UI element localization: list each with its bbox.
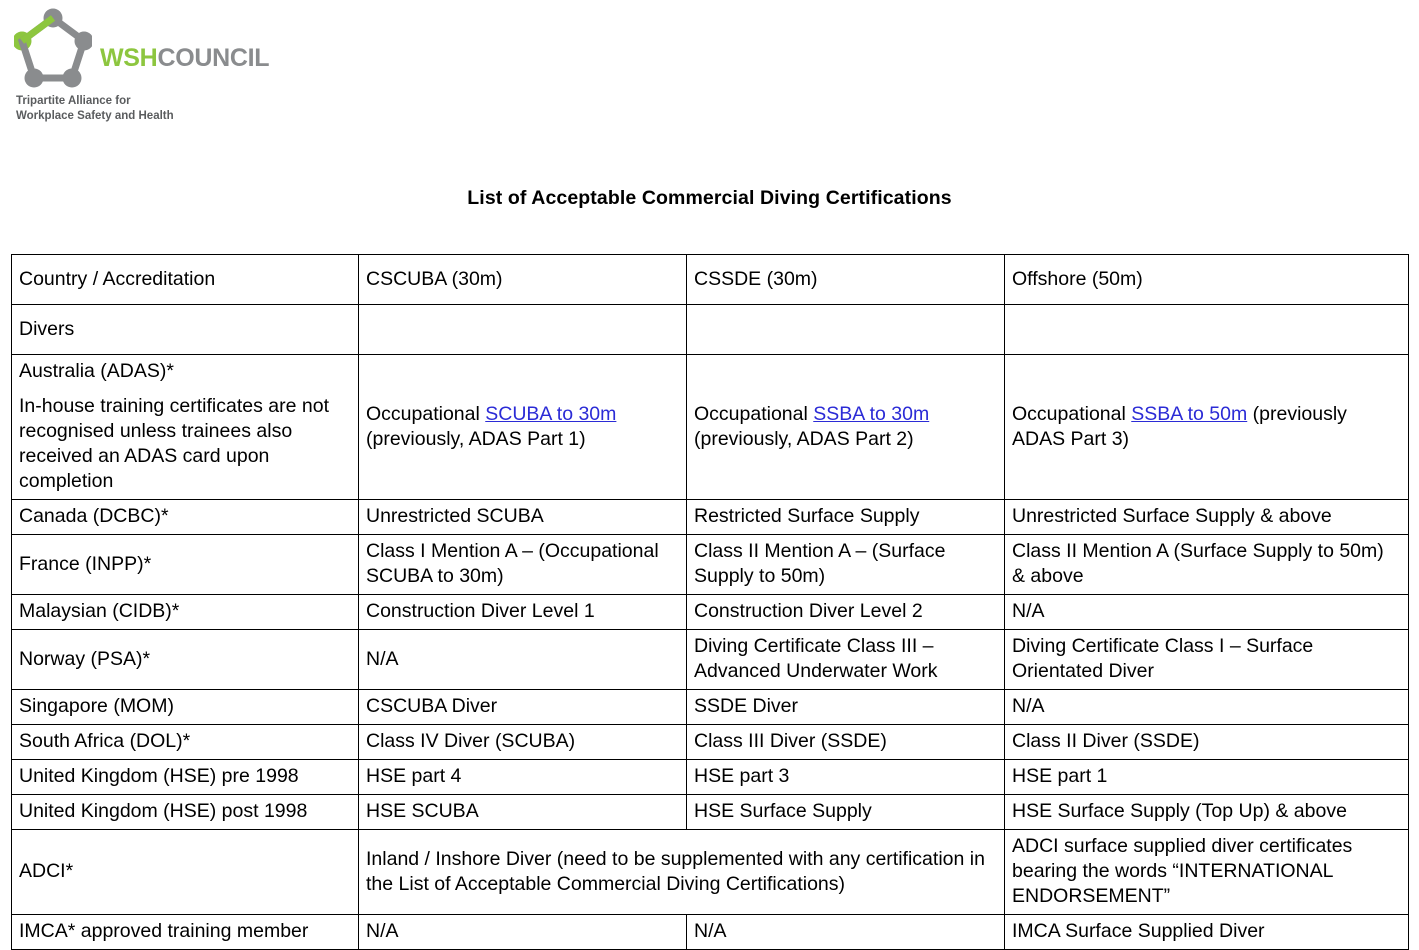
cssde-australia-suffix: (previously, ADAS Part 2) [694, 427, 914, 450]
cell-cssde-norway: Diving Certificate Class III – Advanced Underwater Work [687, 630, 1005, 690]
cell-cscuba-france: Class I Mention A – (Occupational SCUBA to 30m) [359, 535, 687, 595]
cscuba-australia-prefix: Occupational [366, 402, 486, 425]
column-header-cscuba: CSCUBA (30m) [359, 255, 687, 305]
table-row [12, 500, 1409, 535]
logo-word-wsh: WSH [100, 43, 158, 72]
table-row [12, 795, 1409, 830]
wsh-logo-mark-icon [14, 8, 92, 90]
cell-country-uk-post-1998: United Kingdom (HSE) post 1998 [12, 795, 359, 830]
logo-word-council: COUNCIL [157, 43, 270, 72]
cell-offshore-malaysia: N/A [1005, 595, 1409, 630]
cell-offshore-norway: Diving Certificate Class I – Surface Orientated Diver [1005, 630, 1409, 690]
cell-country-imca: IMCA* approved training member [12, 915, 359, 950]
certifications-table [11, 254, 1409, 950]
table-header-row [12, 255, 1409, 305]
offshore-australia-suffix: (previously ADAS Part 3) [1012, 402, 1347, 450]
cell-country-malaysia: Malaysian (CIDB)* [12, 595, 359, 630]
table-row [12, 725, 1409, 760]
cell-offshore-uk-post-1998: HSE Surface Supply (Top Up) & above [1005, 795, 1409, 830]
cell-merged-adci-inland-inshore: Inland / Inshore Diver (need to be supplemented with any certification in the List of Acceptable Commercial Diving Certifications) [359, 830, 1005, 915]
cell-cscuba-singapore: CSCUBA Diver [359, 690, 687, 725]
table-row [12, 630, 1409, 690]
section-blank-offshore [1005, 305, 1409, 355]
cell-cscuba-south-africa: Class IV Diver (SCUBA) [359, 725, 687, 760]
link-scuba-to-30m[interactable]: SCUBA to 30m [485, 402, 617, 425]
country-note-australia: In-house training certificates are not recognised unless trainees also received an ADAS card upon completion [19, 395, 330, 492]
cell-cscuba-norway: N/A [359, 630, 687, 690]
cell-country-south-africa: South Africa (DOL)* [12, 725, 359, 760]
country-name-australia: Australia (ADAS)* [19, 360, 174, 382]
link-ssba-to-30m[interactable]: SSBA to 30m [813, 402, 930, 425]
cell-offshore-singapore: N/A [1005, 690, 1409, 725]
table-row [12, 535, 1409, 595]
table-row [12, 595, 1409, 630]
table-row [12, 355, 1409, 500]
cell-country-singapore: Singapore (MOM) [12, 690, 359, 725]
page-title: List of Acceptable Commercial Diving Certifications [467, 187, 952, 209]
cell-cscuba-malaysia: Construction Diver Level 1 [359, 595, 687, 630]
section-label-divers: Divers [12, 305, 359, 355]
logo-tagline-line2: Workplace Safety and Health [16, 110, 174, 122]
cell-cssde-singapore: SSDE Diver [687, 690, 1005, 725]
cell-cscuba-canada: Unrestricted SCUBA [359, 500, 687, 535]
cell-country-france: France (INPP)* [12, 535, 359, 595]
cell-offshore-adci: ADCI surface supplied diver certificates bearing the words “INTERNATIONAL ENDORSEMENT” [1005, 830, 1409, 915]
table-row [12, 915, 1409, 950]
table-row [12, 760, 1409, 795]
table-row [12, 830, 1409, 915]
cell-cssde-uk-pre-1998: HSE part 3 [687, 760, 1005, 795]
wsh-council-logo [14, 8, 314, 124]
table-section-row-divers [12, 305, 1409, 355]
section-blank-cscuba [359, 305, 687, 355]
cscuba-australia-suffix: (previously, ADAS Part 1) [366, 427, 586, 450]
cell-offshore-france: Class II Mention A (Surface Supply to 50m) & above [1005, 535, 1409, 595]
cell-country-adci: ADCI* [12, 830, 359, 915]
cell-country-uk-pre-1998: United Kingdom (HSE) pre 1998 [12, 760, 359, 795]
section-blank-cssde [687, 305, 1005, 355]
table-row [12, 690, 1409, 725]
cell-cscuba-uk-post-1998: HSE SCUBA [359, 795, 687, 830]
cell-cssde-france: Class II Mention A – (Surface Supply to 50m) [687, 535, 1005, 595]
cell-country-canada: Canada (DCBC)* [12, 500, 359, 535]
cell-offshore-imca: IMCA Surface Supplied Diver [1005, 915, 1409, 950]
offshore-australia-prefix: Occupational [1012, 402, 1132, 425]
cell-country-norway: Norway (PSA)* [12, 630, 359, 690]
column-header-cssde: CSSDE (30m) [687, 255, 1005, 305]
cell-offshore-canada: Unrestricted Surface Supply & above [1005, 500, 1409, 535]
cell-cssde-south-africa: Class III Diver (SSDE) [687, 725, 1005, 760]
cell-offshore-south-africa: Class II Diver (SSDE) [1005, 725, 1409, 760]
logo-tagline [16, 94, 314, 124]
column-header-offshore: Offshore (50m) [1005, 255, 1409, 305]
cell-offshore-uk-pre-1998: HSE part 1 [1005, 760, 1409, 795]
cell-cscuba-uk-pre-1998: HSE part 4 [359, 760, 687, 795]
cell-offshore-australia [1005, 355, 1409, 500]
cell-cssde-uk-post-1998: HSE Surface Supply [687, 795, 1005, 830]
column-header-country: Country / Accreditation [12, 255, 359, 305]
cell-cssde-malaysia: Construction Diver Level 2 [687, 595, 1005, 630]
logo-tagline-line1: Tripartite Alliance for [16, 95, 131, 107]
cell-cscuba-australia [359, 355, 687, 500]
cell-cssde-canada: Restricted Surface Supply [687, 500, 1005, 535]
link-ssba-to-50m[interactable]: SSBA to 50m [1131, 402, 1248, 425]
logo-wordmark [100, 44, 269, 73]
cell-cssde-imca: N/A [687, 915, 1005, 950]
cell-cscuba-imca: N/A [359, 915, 687, 950]
cell-cssde-australia [687, 355, 1005, 500]
cell-country-australia [12, 355, 359, 500]
cssde-australia-prefix: Occupational [694, 402, 814, 425]
